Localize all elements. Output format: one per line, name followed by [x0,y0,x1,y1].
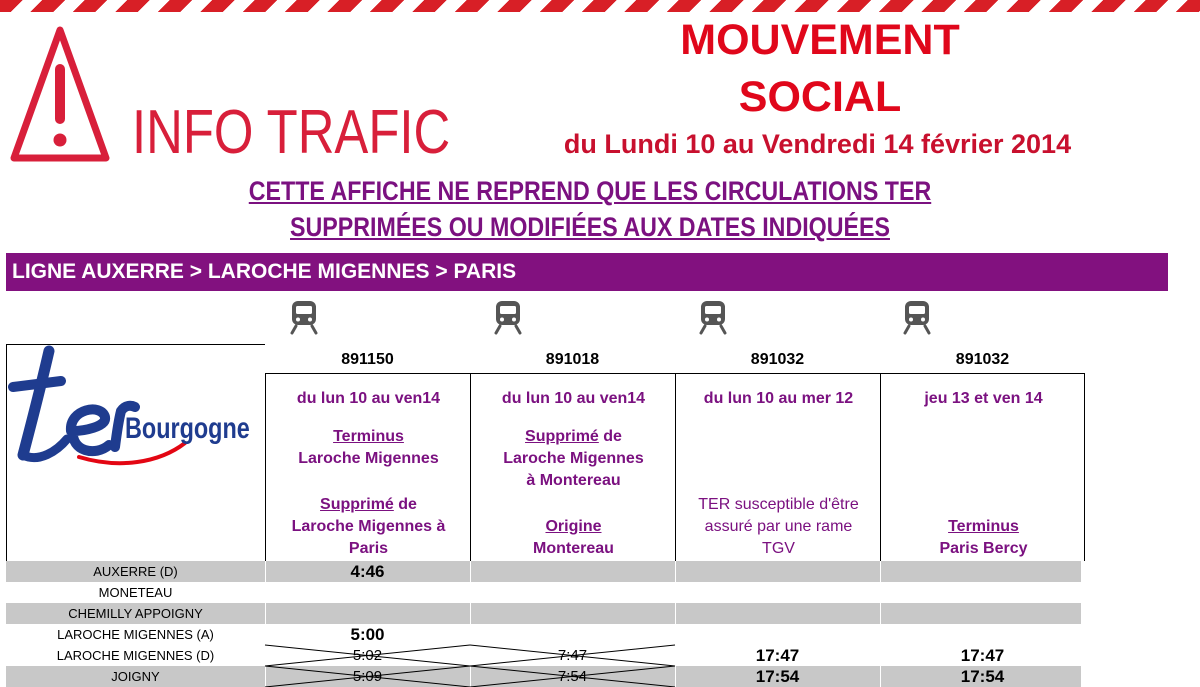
station-name: CHEMILLY APPOIGNY [68,606,203,621]
train-note-line: TGV [762,540,795,557]
table-row [6,645,1081,666]
title-mouvement: MOUVEMENT [680,16,960,64]
train-note-rest: assuré par une rame [704,518,853,535]
departure-time: 17:47 [960,646,1005,665]
train-note [881,516,1086,538]
station-name: LAROCHE MIGENNES (A) [57,627,214,642]
train-number: 891032 [955,351,1010,368]
train-note-line: Laroche Migennes à [291,518,446,535]
table-row [6,666,1081,687]
train-number: 891150 [341,351,394,368]
notice-line-2: SUPPRIMÉES OU MODIFIÉES AUX DATES INDIQUÉES [290,212,890,242]
train-info-cell [265,373,470,561]
train-note-line: TER susceptible d'être [698,496,859,513]
table-row [6,624,1081,645]
train-note-keyword: Supprimé [320,496,394,513]
train-number: 891032 [750,351,805,368]
ter-bourgogne-logo [6,344,265,561]
train-period: jeu 13 et ven 14 [924,390,1043,407]
train-status-keyword: Supprimé [525,428,599,445]
train-note-rest: de [393,496,417,513]
train-status [266,426,471,448]
train-icon [698,300,728,334]
line-title-bar: LIGNE AUXERRE > LAROCHE MIGENNES > PARIS [6,253,1168,291]
train-note-line: Paris Bercy [939,540,1028,557]
train-status [471,426,676,448]
train-status-rest: de [598,428,622,445]
train-note-keyword: Origine [545,518,602,535]
table-row [6,561,1081,582]
station-name: AUXERRE (D) [93,564,178,579]
train-icon [902,300,932,334]
train-icon [289,300,319,334]
train-period: du lun 10 au mer 12 [703,390,854,407]
title-social: SOCIAL [738,73,902,121]
train-status-line: Laroche Migennes [503,450,644,467]
train-period: du lun 10 au ven14 [501,390,646,407]
departure-time-cancelled: 5:09 [352,668,383,685]
warning-triangle-icon [8,24,112,166]
notice-line-1: CETTE AFFICHE NE REPREND QUE LES CIRCULATIONS TER [248,176,932,206]
train-note [266,494,471,516]
train-status-line: à Montereau [526,472,621,489]
train-number: 891018 [545,351,600,368]
departure-time: 17:54 [960,667,1005,686]
train-info-cell [675,373,880,561]
departure-time: 17:54 [755,667,800,686]
hazard-stripe [0,0,1200,12]
train-info-cell [470,373,675,561]
logo-bourgogne-text: Bourgogne [125,412,250,445]
train-note [676,516,881,538]
departure-time-cancelled: 5:02 [352,647,383,664]
departure-time: 5:00 [350,625,385,644]
departure-time-cancelled: 7:54 [557,668,588,685]
station-name: MONETEAU [98,585,173,600]
table-row [6,603,1081,624]
train-note-keyword: Terminus [948,518,1019,535]
table-row [6,582,1081,603]
train-info-cell [880,373,1085,561]
station-name: JOIGNY [111,669,160,684]
train-icon [493,300,523,334]
departure-time-cancelled: 7:47 [557,647,588,664]
info-trafic-title: INFO TRAFIC [132,98,451,167]
departure-time: 4:46 [350,562,385,581]
train-note [471,516,676,538]
train-note-line: Paris [348,540,389,557]
station-name: LAROCHE MIGENNES (D) [56,648,215,663]
train-period: du lun 10 au ven14 [296,390,441,407]
train-status-line: Laroche Migennes [298,450,439,467]
departure-time: 17:47 [755,646,800,665]
date-range: du Lundi 10 au Vendredi 14 février 2014 [563,129,1072,159]
train-note-line: Montereau [533,540,614,557]
train-status-keyword: Terminus [333,428,404,445]
